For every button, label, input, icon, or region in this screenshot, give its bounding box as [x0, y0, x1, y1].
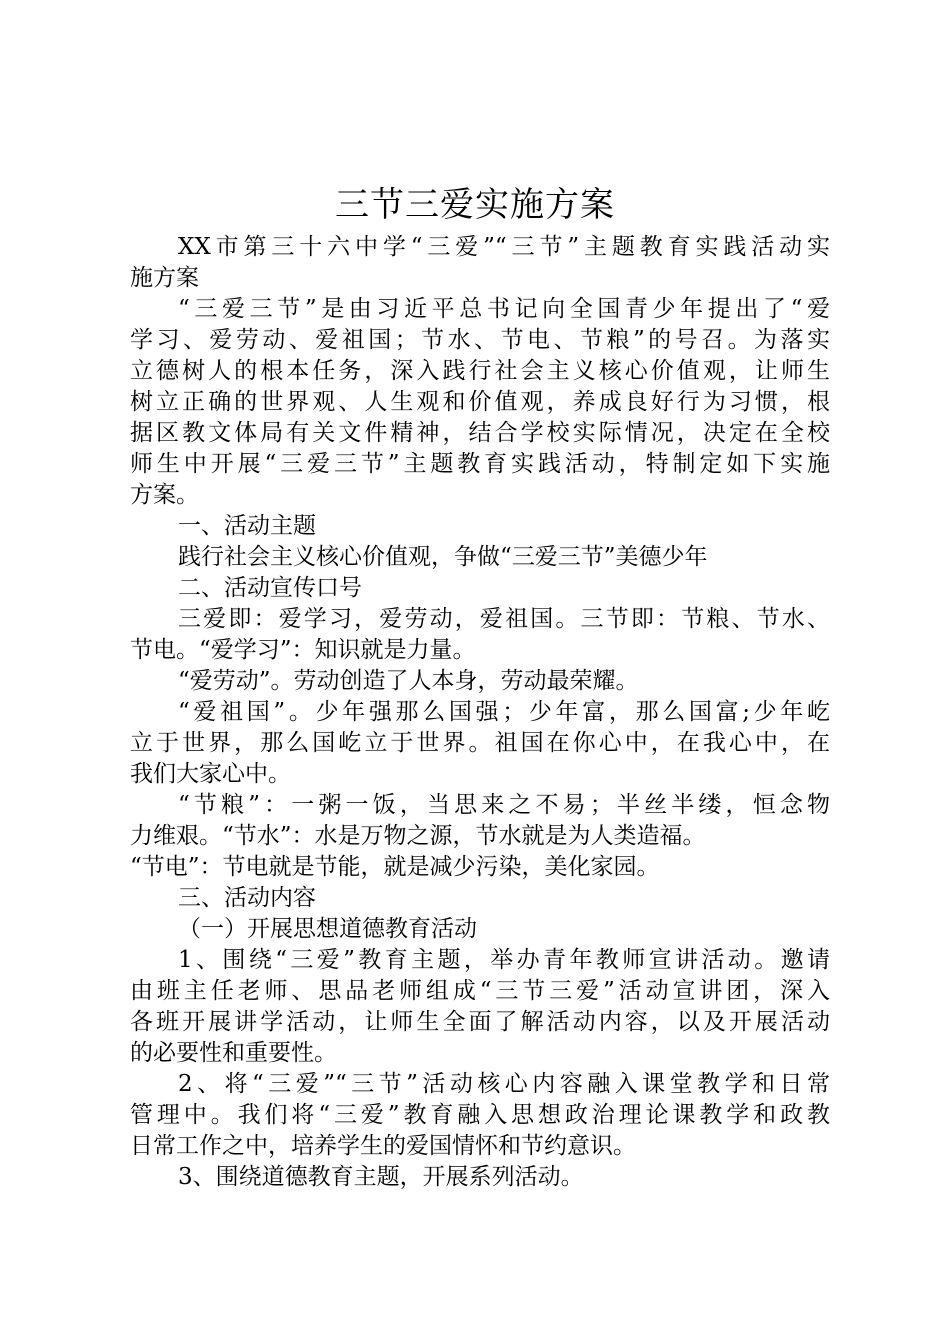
text-line: 力维艰。“节水”：水是万物之源，节水就是为人类造福。 — [130, 823, 706, 849]
text-line: “爱祖国”。少年强那么国强；少年富，那么国富;少年屹 — [178, 699, 830, 725]
text-line: 立于世界，那么国屹立于世界。祖国在你心中，在我心中，在 — [130, 730, 830, 756]
text-line: “三爱三节”是由习近平总书记向全国青少年提出了“爱 — [178, 296, 830, 322]
document-body — [130, 232, 830, 1193]
text-line: 据区教文体局有关文件精神，结合学校实际情况，决定在全校 — [130, 420, 830, 446]
text-line: 管理中。我们将“三爱”教育融入思想政治理论课教学和政教 — [130, 1102, 830, 1128]
text-line: 节电。“爱学习”：知识就是力量。 — [130, 637, 476, 663]
text-line: 学习、爱劳动、爱祖国；节水、节电、节粮”的号召。为落实 — [130, 327, 830, 353]
text-line: 树立正确的世界观、人生观和价值观，养成良好行为习惯，根 — [130, 389, 830, 415]
text-line: 3、围绕道德教育主题，开展系列活动。 — [178, 1164, 584, 1190]
text-line: 施方案 — [130, 265, 199, 291]
text-line: 2、将“三爱”“三节”活动核心内容融入课堂教学和日常 — [178, 1071, 830, 1097]
text-line: （一）开展思想道德教育活动 — [178, 916, 477, 942]
text-line: 日常工作之中，培养学生的爱国情怀和节约意识。 — [130, 1133, 636, 1159]
text-line: 由班主任老师、思品老师组成“三节三爱”活动宣讲团，深入 — [130, 978, 830, 1004]
text-line: “节粮”：一粥一饭，当思来之不易；半丝半缕，恒念物 — [178, 792, 830, 818]
text-line: “爱劳动”。劳动创造了人本身，劳动最荣耀。 — [178, 668, 639, 694]
text-line: 方案。 — [130, 482, 199, 508]
text-line: XX市第三十六中学“三爱”“三节”主题教育实践活动实 — [178, 234, 830, 260]
text-line: 践行社会主义核心价值观，争做“三爱三节”美德少年 — [178, 544, 708, 570]
text-line: 各班开展讲学活动，让师生全面了解活动内容，以及开展活动 — [130, 1009, 830, 1035]
text-line: 一、活动主题 — [178, 513, 316, 539]
text-line: 三爱即：爱学习，爱劳动，爱祖国。三节即：节粮、节水、 — [178, 606, 830, 632]
text-line: 立德树人的根本任务，深入践行社会主义核心价值观，让师生 — [130, 358, 830, 384]
text-line: 二、活动宣传口号 — [178, 575, 362, 601]
text-line: 师生中开展“三爱三节”主题教育实践活动，特制定如下实施 — [130, 451, 830, 477]
document-title: 三节三爱实施方案 — [335, 185, 615, 225]
text-line: 的必要性和重要性。 — [130, 1040, 337, 1066]
text-line: 三、活动内容 — [178, 885, 316, 911]
text-line: “节电”：节电就是节能，就是减少污染，美化家园。 — [130, 854, 660, 880]
text-line: 1、围绕“三爱”教育主题，举办青年教师宣讲活动。邀请 — [178, 947, 830, 973]
text-line: 我们大家心中。 — [130, 761, 291, 787]
